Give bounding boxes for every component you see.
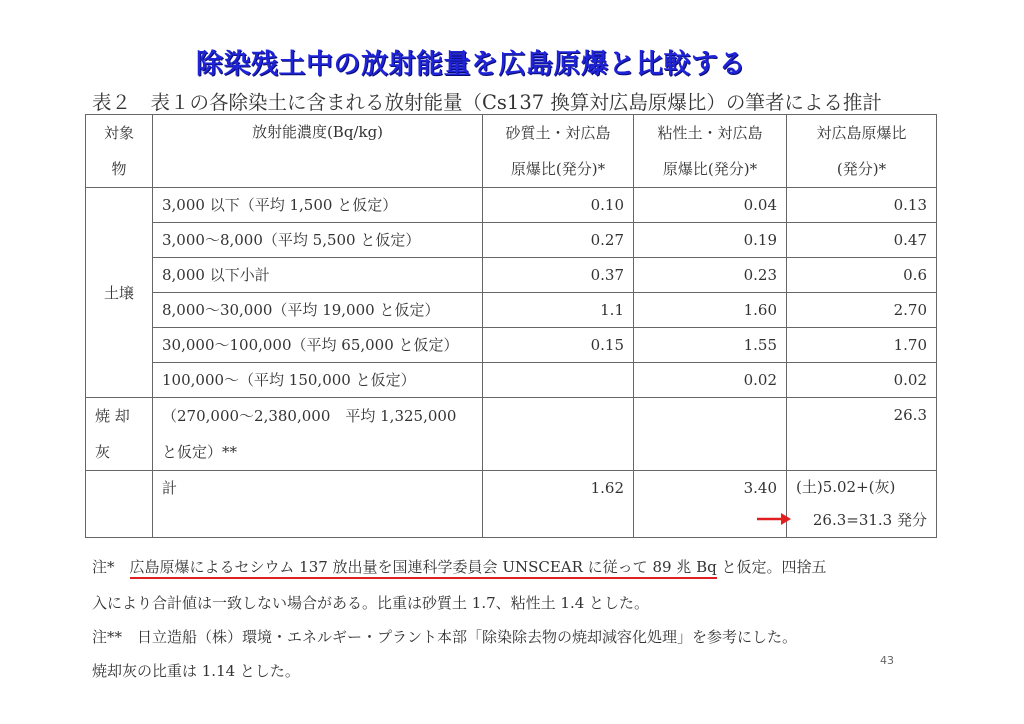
ash-row bbox=[86, 398, 937, 471]
sum-label: 計 bbox=[153, 471, 483, 538]
header-clay-line1: 粘性土・対広島 bbox=[657, 124, 763, 142]
total-cell: 0.02 bbox=[787, 363, 937, 398]
clay-cell: 0.19 bbox=[634, 223, 787, 258]
ash-concentration bbox=[153, 398, 483, 471]
header-target-line2: 物 bbox=[111, 160, 127, 178]
note-1-line2: 入により合計値は一致しない場合がある。比重は砂質土 1.7、粘性土 1.4 とした。 bbox=[92, 594, 650, 612]
concentration-cell: 3,000 以下（平均 1,500 と仮定） bbox=[153, 188, 483, 223]
header-target-line1: 対象 bbox=[103, 124, 134, 142]
sum-empty-cell bbox=[86, 471, 153, 538]
note-1 bbox=[92, 556, 826, 577]
sum-total-line2: 26.3=31.3 発分 bbox=[812, 511, 927, 529]
clay-cell: 0.23 bbox=[634, 258, 787, 293]
header-clay-line2: 原爆比(発分)* bbox=[662, 160, 758, 178]
ash-concentration-line2: と仮定）** bbox=[162, 443, 238, 461]
concentration-cell: 30,000～100,000（平均 65,000 と仮定） bbox=[153, 328, 483, 363]
radioactivity-table bbox=[85, 114, 937, 538]
note-2-line2: 焼却灰の比重は 1.14 とした。 bbox=[92, 662, 300, 680]
header-total-line2: (発分)* bbox=[836, 160, 887, 178]
table-caption: 表２ 表１の各除染土に含まれる放射能量（Cs137 換算対広島原爆比）の筆者による推計 bbox=[92, 91, 882, 114]
concentration-cell: 8,000～30,000（平均 19,000 と仮定） bbox=[153, 293, 483, 328]
sandy-cell bbox=[483, 363, 634, 398]
total-cell: 0.6 bbox=[787, 258, 937, 293]
ash-sandy-cell bbox=[483, 398, 634, 471]
total-cell: 2.70 bbox=[787, 293, 937, 328]
header-sandy bbox=[483, 115, 634, 188]
table-row bbox=[86, 223, 937, 258]
header-concentration-label: 放射能濃度(Bq/kg) bbox=[251, 123, 384, 141]
header-sandy-line1: 砂質土・対広島 bbox=[505, 124, 611, 142]
sandy-cell: 0.15 bbox=[483, 328, 634, 363]
sandy-cell: 0.37 bbox=[483, 258, 634, 293]
header-total-line1: 対広島原爆比 bbox=[816, 124, 907, 142]
table-row bbox=[86, 328, 937, 363]
total-cell: 0.13 bbox=[787, 188, 937, 223]
ash-label-line2: 灰 bbox=[95, 443, 111, 461]
concentration-cell: 100,000～（平均 150,000 と仮定） bbox=[153, 363, 483, 398]
sum-row bbox=[86, 471, 937, 538]
ash-clay-cell bbox=[634, 398, 787, 471]
clay-cell: 1.55 bbox=[634, 328, 787, 363]
sum-total bbox=[787, 471, 937, 538]
table-row bbox=[86, 188, 937, 223]
note-1-rest: と仮定。四捨五 bbox=[716, 558, 827, 576]
header-clay bbox=[634, 115, 787, 188]
slide-title: 除染残土中の放射能量を広島原爆と比較する bbox=[196, 49, 746, 80]
table-row bbox=[86, 293, 937, 328]
ash-label bbox=[86, 398, 153, 471]
table-row bbox=[86, 363, 937, 398]
note-2: 注** 日立造船（株）環境・エネルギー・プラント本部「除染除去物の焼却減容化処理」を参考にした。 bbox=[92, 628, 798, 646]
concentration-cell: 8,000 以下小計 bbox=[153, 258, 483, 293]
header-concentration bbox=[153, 115, 483, 188]
header-target bbox=[86, 115, 153, 188]
red-arrow-icon bbox=[757, 512, 791, 526]
ash-concentration-line1: （270,000～2,380,000 平均 1,325,000 bbox=[162, 407, 457, 425]
soil-label: 土壌 bbox=[86, 188, 153, 398]
sum-sandy: 1.62 bbox=[483, 471, 634, 538]
total-cell: 0.47 bbox=[787, 223, 937, 258]
clay-cell: 0.02 bbox=[634, 363, 787, 398]
header-total bbox=[787, 115, 937, 188]
table-row bbox=[86, 258, 937, 293]
ash-label-line1: 焼 却 bbox=[95, 407, 130, 425]
sum-clay: 3.40 bbox=[634, 471, 787, 538]
sandy-cell: 0.10 bbox=[483, 188, 634, 223]
concentration-cell: 3,000～8,000（平均 5,500 と仮定） bbox=[153, 223, 483, 258]
sum-total-line1: (土)5.02+(灰) bbox=[796, 478, 896, 496]
sandy-cell: 0.27 bbox=[483, 223, 634, 258]
page-number: 43 bbox=[880, 654, 894, 667]
clay-cell: 0.04 bbox=[634, 188, 787, 223]
header-sandy-line2: 原爆比(発分)* bbox=[510, 160, 606, 178]
clay-cell: 1.60 bbox=[634, 293, 787, 328]
total-cell: 1.70 bbox=[787, 328, 937, 363]
ash-total-cell: 26.3 bbox=[787, 398, 937, 471]
table-header-row bbox=[86, 115, 937, 188]
note-1-mark: 注* bbox=[92, 558, 115, 576]
note-1-underlined: 広島原爆によるセシウム 137 放出量を国連科学委員会 UNSCEAR に従って 89 兆 Bq bbox=[130, 558, 717, 579]
sandy-cell: 1.1 bbox=[483, 293, 634, 328]
